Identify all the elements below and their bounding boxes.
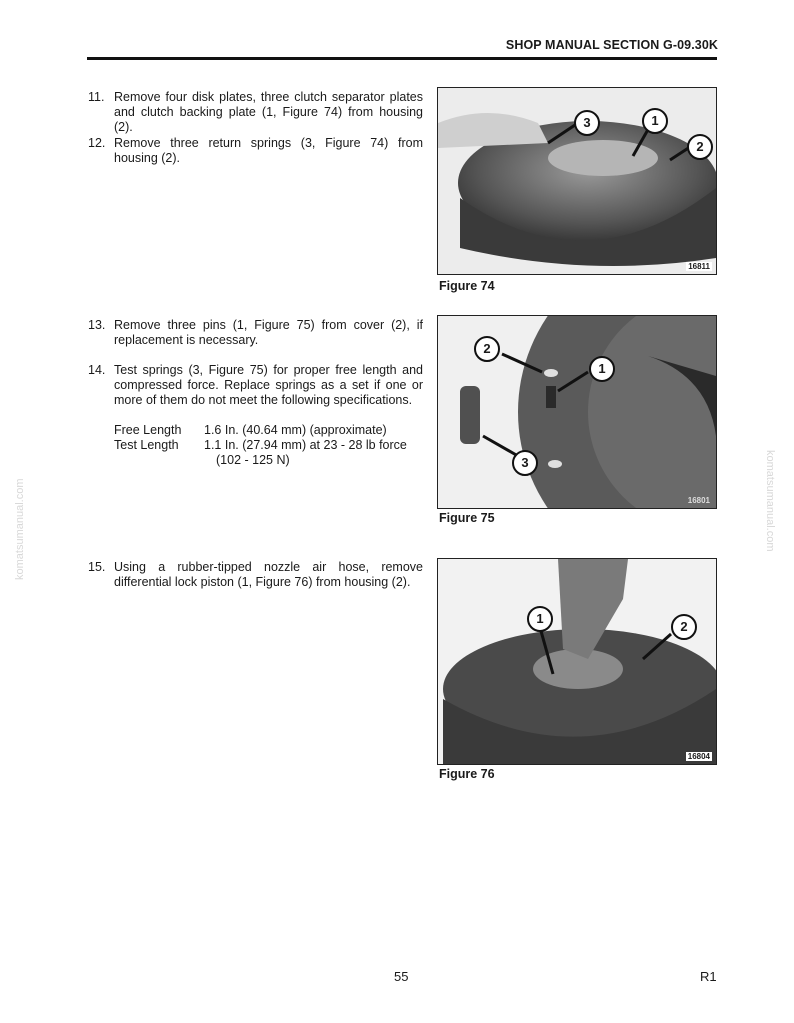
step-15: [88, 560, 423, 590]
header-rule: [87, 57, 717, 60]
step-number: 11.: [88, 90, 105, 104]
figure-75-caption: Figure 75: [439, 511, 495, 525]
figure-code: 16804: [687, 752, 710, 761]
step-number: 14.: [88, 363, 106, 377]
spec-value: (102 - 125 N): [216, 453, 290, 467]
callout-1: 1: [589, 356, 615, 382]
figure-75-photo: [437, 315, 717, 509]
step-11: [88, 90, 423, 135]
spec-value: 1.6 In. (40.64 mm) (approximate): [204, 423, 387, 437]
step-number: 15.: [88, 560, 106, 574]
figure-74-caption: Figure 74: [439, 279, 495, 293]
spec-label: [114, 453, 204, 468]
spec-row-test-length: [114, 438, 424, 453]
step-text: Remove four disk plates, three clutch separator plates and clutch backing plate (1, Figure 74) from housing (2).: [114, 90, 423, 134]
spec-label: Test Length: [114, 438, 179, 452]
callout-2: 2: [687, 134, 713, 160]
step-text: Remove three pins (1, Figure 75) from cover (2), if replacement is necessary.: [114, 318, 423, 347]
callout-1: 1: [527, 606, 553, 632]
step-text: Remove three return springs (3, Figure 74) from housing (2).: [114, 136, 423, 165]
figure-74-photo: [437, 87, 717, 275]
figure-code: 16801: [687, 496, 710, 505]
spec-row-free-length: [114, 423, 424, 438]
callout-1: 1: [642, 108, 668, 134]
page-number: 55: [394, 969, 409, 984]
watermark-left: komatsumanual.com: [14, 478, 26, 580]
step-text: Test springs (3, Figure 75) for proper free length and compressed force. Replace springs as a set if one or more of them do not meet the following specifications.: [114, 363, 423, 407]
figure-76-photo: [437, 558, 717, 765]
step-13: [88, 318, 423, 348]
step-text: Using a rubber-tipped nozzle air hose, remove differential lock piston (1, Figure 76) from housing (2).: [114, 560, 423, 589]
step-14: [88, 363, 423, 408]
figure-76-caption: Figure 76: [439, 767, 495, 781]
spec-value: 1.1 In. (27.94 mm) at 23 - 28 lb force: [204, 438, 407, 452]
callout-2: 2: [671, 614, 697, 640]
step-number: 12.: [88, 136, 106, 150]
spec-row-force-newtons: [114, 453, 424, 468]
figure-code: 16811: [688, 262, 710, 271]
page-header-title: SHOP MANUAL SECTION G-09.30K: [505, 38, 718, 52]
callout-3: 3: [512, 450, 538, 476]
step-number: 13.: [88, 318, 106, 332]
revision-label: R1: [700, 969, 717, 984]
step-12: [88, 136, 423, 166]
callout-2: 2: [474, 336, 500, 362]
spec-label: Free Length: [114, 423, 182, 437]
watermark-right: komatsumanual.com: [764, 450, 776, 552]
callout-3: 3: [574, 110, 600, 136]
